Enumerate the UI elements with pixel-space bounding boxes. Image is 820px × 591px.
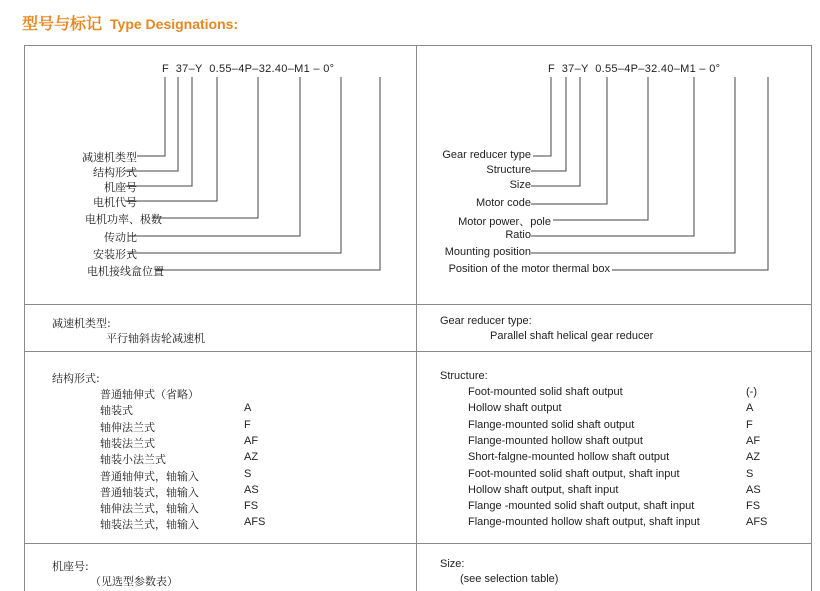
leader-right-1 — [533, 77, 551, 156]
size-desc-zh: （见选型参数表） — [90, 575, 178, 588]
structure-zh-name: 轴伸法兰式，轴输入 — [100, 502, 199, 515]
reducer-type-title-zh: 减速机类型: — [52, 317, 111, 330]
structure-en-name: Flange-mounted solid shaft output — [468, 419, 635, 431]
structure-en-code: S — [746, 468, 754, 480]
structure-en-code: A — [746, 402, 754, 414]
structure-en-name: Flange-mounted hollow shaft output — [468, 435, 643, 447]
structure-en-name: Hollow shaft output — [468, 402, 562, 414]
structure-zh-name: 轴装小法兰式 — [100, 453, 166, 466]
structure-zh-code: FS — [244, 500, 259, 512]
structure-en-code: AZ — [746, 451, 761, 463]
title-zh: 型号与标记 — [22, 14, 103, 33]
structure-en-code: (-) — [746, 386, 757, 398]
label-thermal-box-zh: 电机接线盒位置 — [87, 265, 164, 278]
structure-title-en: Structure: — [440, 370, 488, 382]
structure-zh-code: A — [244, 402, 252, 414]
structure-zh-name: 普通轴伸式，轴输入 — [100, 470, 199, 483]
designation-code-right: F 37–Y 0.55–4P–32.40–M1 – 0° — [548, 63, 721, 75]
leader-right-2 — [531, 77, 566, 171]
label-size-en: Size — [509, 179, 531, 191]
leader-left-8 — [155, 77, 380, 270]
structure-zh-name: 普通轴装式，轴输入 — [100, 486, 199, 499]
structure-zh-name: 普通轴伸式（省略） — [100, 388, 199, 401]
leader-left-5 — [152, 77, 258, 218]
leader-right-4 — [531, 77, 607, 204]
size-title-en: Size: — [440, 558, 465, 570]
leader-right-6 — [531, 77, 694, 236]
structure-en-name: Hollow shaft output, shaft input — [468, 484, 619, 496]
label-structure-zh: 结构形式 — [93, 166, 137, 179]
structure-en-name: Flange -mounted solid shaft output, shaft input — [468, 500, 695, 512]
reducer-type-desc-en: Parallel shaft helical gear reducer — [490, 330, 654, 342]
structure-title-zh: 结构形式: — [52, 372, 100, 385]
label-reducer-type-en: Gear reducer type — [442, 149, 531, 161]
reducer-type-title-en: Gear reducer type: — [440, 315, 532, 327]
structure-en-name: Foot-mounted solid shaft output, shaft input — [468, 468, 680, 480]
reducer-type-desc-zh: 平行轴斜齿轮减速机 — [106, 332, 205, 345]
structure-zh-code: AS — [244, 484, 259, 496]
label-motor-code-zh: 电机代号 — [93, 196, 137, 209]
structure-zh-code: AF — [244, 435, 259, 447]
leader-left-4 — [125, 77, 217, 201]
structure-zh-code: AFS — [244, 516, 266, 528]
leader-right-7 — [531, 77, 735, 253]
structure-zh-code: S — [244, 468, 252, 480]
label-mounting-zh: 安装形式 — [93, 248, 137, 261]
title-en: Type Designations: — [110, 16, 239, 32]
designation-code-left: F 37–Y 0.55–4P–32.40–M1 – 0° — [162, 63, 335, 75]
size-desc-en: (see selection table) — [460, 573, 559, 585]
label-thermal-box-en: Position of the motor thermal box — [448, 263, 610, 275]
label-structure-en: Structure — [486, 164, 531, 176]
label-motor-power-en: Motor power、pole — [458, 216, 551, 228]
label-ratio-en: Ratio — [505, 229, 531, 241]
structure-en-code: AF — [746, 435, 761, 447]
structure-zh-name: 轴装式 — [100, 404, 133, 417]
structure-en-code: FS — [746, 500, 761, 512]
label-motor-code-en: Motor code — [475, 197, 531, 209]
leader-left-1 — [137, 77, 165, 156]
structure-zh-name: 轴装法兰式 — [100, 437, 155, 450]
structure-en-name: Foot-mounted solid shaft output — [468, 386, 623, 398]
structure-zh-code: F — [244, 419, 251, 431]
leader-right-3 — [531, 77, 580, 186]
structure-zh-name: 轴装法兰式，轴输入 — [100, 518, 199, 531]
structure-en-code: AS — [746, 484, 761, 496]
structure-zh-name: 轴伸法兰式 — [100, 421, 155, 434]
structure-en-code: F — [746, 419, 753, 431]
structure-en-code: AFS — [746, 516, 768, 528]
structure-en-name: Flange-mounted hollow shaft output, shaft input — [468, 516, 700, 528]
label-size-zh: 机座号 — [104, 181, 137, 194]
size-title-zh: 机座号: — [52, 560, 89, 573]
label-reducer-type-zh: 减速机类型 — [82, 151, 137, 164]
leader-right-5 — [553, 77, 648, 220]
structure-zh-code: AZ — [244, 451, 259, 463]
structure-en-name: Short-falgne-mounted hollow shaft output — [468, 451, 670, 463]
label-motor-power-zh: 电机功率、极数 — [85, 213, 162, 226]
label-ratio-zh: 传动比 — [104, 231, 137, 244]
label-mounting-en: Mounting position — [444, 246, 531, 258]
leader-right-8 — [612, 77, 768, 270]
